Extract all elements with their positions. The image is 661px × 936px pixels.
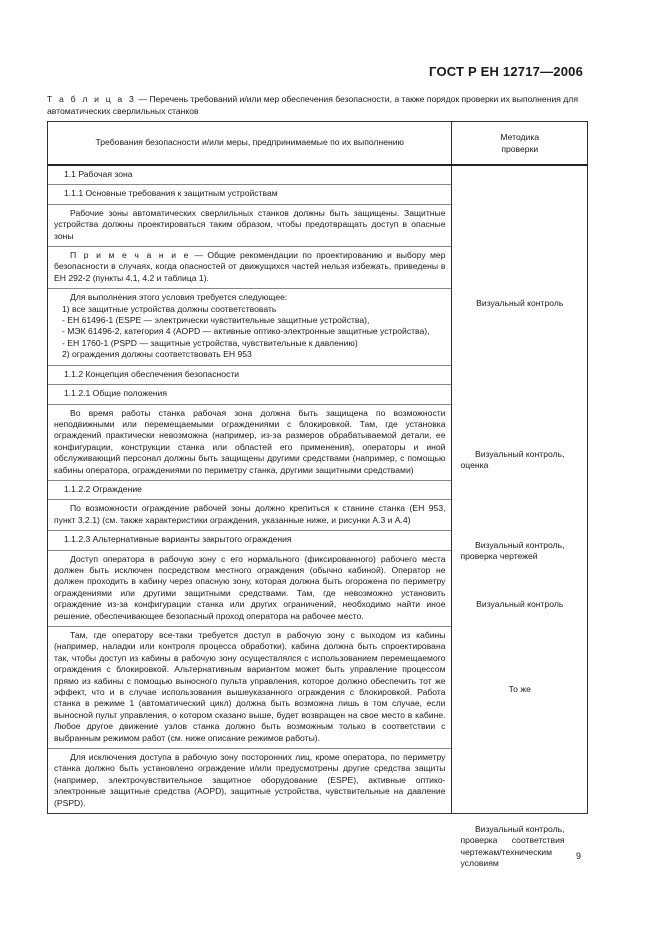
requirements-column bbox=[48, 165, 452, 814]
method-visual-specs bbox=[460, 824, 579, 870]
note bbox=[48, 247, 451, 289]
col-header-requirements: Требования безопасности и/или меры, предпринимаемые по их выполнению bbox=[48, 122, 452, 166]
col-header-method bbox=[452, 122, 588, 166]
method-visual-2: Визуальный контроль bbox=[476, 599, 564, 609]
method-line: проверка чертежей bbox=[460, 551, 538, 562]
section-1-1-2-1: 1.1.2.1 Общие положения bbox=[48, 385, 451, 404]
list-item: 2) ограждения должны соответствовать ЕН 953 bbox=[62, 349, 252, 360]
method-line: Визуальный контроль, bbox=[474, 824, 565, 834]
note-label: П р и м е ч а н и е bbox=[70, 250, 190, 261]
section-1-1: 1.1 Рабочая зона bbox=[48, 166, 451, 185]
method-same: То же bbox=[508, 684, 531, 694]
method-line: проверка соответствия bbox=[460, 835, 565, 846]
list-item: - ЕН 61496-1 (ESPE — электрически чувствительные защитные устройства), bbox=[62, 315, 370, 326]
method-visual-drawings bbox=[460, 540, 579, 563]
table-caption-text: — Перечень требований и/или мер обеспечения безопасности, а также порядок проверки их выполнения для автоматических сверлильных станков bbox=[47, 94, 578, 116]
section-1-1-1: 1.1.1 Основные требования к защитным устройствам bbox=[48, 185, 451, 204]
list-item: 1) все защитные устройства должны соответствовать bbox=[62, 303, 277, 314]
method-column bbox=[452, 165, 588, 869]
paragraph-cabin-access: Там, где оператору все-таки требуется доступ в рабочую зону с выходом из кабины (например, наладки или контроля процесса обработки), кабина должна быть спроектирована так, чтобы доступ из кабины в рабочую зону осуществлялся с использованием перемещаемого ограждения с блокировкой. Альтернативным вариантом может быть управление процессом прямо из кабины с помощью выносного пульта управления, которое должно обеспечить тот же эффект, что и в случае использования вышеуказанного ограждения с блокировкой. Работа станка в режиме 1 (автоматический цикл) должна быть возможна лишь в том случае, если выносной пульт управления, о котором сказано выше, будет возвращен на свое место в кабине. Любое другое движение узлов станка должно быть возможным только в соответствии с выбранным режимом работ (см. ниже описание режимов работы). bbox=[48, 627, 451, 749]
section-1-1-2: 1.1.2 Концепция обеспечения безопасности bbox=[48, 366, 451, 385]
table-caption bbox=[47, 93, 587, 117]
list-item: - ЕН 1760-1 (PSPD — защитные устройства, чувствительные к давлению) bbox=[62, 337, 358, 348]
method-visual-1: Визуальный контроль bbox=[476, 298, 564, 308]
paragraph-operator-access: Доступ оператора в рабочую зону с его нормального (фиксированного) рабочего места должен быть исключен посредством местного ограждения (обычно кабиной). Оператор не должен проходить в кабину через опасную зону, которая должна быть огорожена по периметру ограждениями или другими защитными средствами. Там, где невозможно установить ограждение из-за конфигурации станка или других ограничений, необходимо найти иное решение, обеспечивающее безопасный проход оператора на рабочее место. bbox=[48, 551, 451, 627]
requirements-list bbox=[48, 289, 451, 365]
page-number: 9 bbox=[575, 851, 581, 861]
method-line: чертежам/техническим bbox=[460, 846, 552, 857]
note-text: — Общие рекомендации по проектированию и выбору мер безопасности в случаях, когда опасностей от движущихся частей нельзя избежать, приведены в ЕН 292-2 (пункты 4.1, 4.2 и таблица 1). bbox=[54, 250, 446, 283]
paragraph-guard: По возможности ограждение рабочей зоны должно крепиться к станине станка (ЕН 953, пункт 3.2.1) (см. также характеристики ограждения, указанные ниже, и рисунки А.3 и А.4) bbox=[48, 500, 451, 531]
paragraph-protection: Рабочие зоны автоматических сверлильных станков должны быть защищены. Защитные устройства должны проектироваться таким образом, чтобы предотвращать доступ в опасные зоны bbox=[48, 205, 451, 247]
method-line: условиям bbox=[460, 858, 499, 869]
list-intro: Для выполнения этого условия требуется следующее: bbox=[70, 292, 288, 303]
method-visual-assessment bbox=[460, 449, 579, 472]
method-line: Визуальный контроль, bbox=[474, 449, 565, 459]
section-1-1-2-3: 1.1.2.3 Альтернативные варианты закрытого ограждения bbox=[48, 531, 451, 550]
list-item: - МЭК 61496-2, категория 4 (AOPD — активные оптико-электронные защитные устройства), bbox=[62, 326, 430, 337]
paragraph-perimeter: Для исключения доступа в рабочую зону посторонних лиц, кроме оператора, по периметру станка должно быть установлено ограждение и/или предусмотрены другие средства защиты (например, электрочувствительное защитное оборудование (ESPE), активные оптико-электронные защитные средства (AOPD), защитные устройства, чувствительные на давление (PSPD). bbox=[54, 752, 446, 808]
method-line: оценка bbox=[460, 460, 489, 471]
table-caption-label: Т а б л и ц а 3 bbox=[47, 94, 136, 104]
paragraph-general: Во время работы станка рабочая зона должна быть защищена по возможности неподвижными или перемещаемыми ограждениями с блокировкой. Там, где установка ограждений практически невозможна (например, из-за размеров обрабатываемой детали, ее конфигурации, конструкции станка или областей его применения), операторы и иной обслуживающий персонал должны быть защищены другими средствами (например, с помощью кабины оператора, ограждениями по периметру станка, другими защитными средствами) bbox=[48, 405, 451, 481]
col-header-method-line2: проверки bbox=[501, 144, 539, 154]
col-header-method-line1: Методика bbox=[500, 132, 540, 142]
method-line: Визуальный контроль, bbox=[474, 540, 565, 550]
section-1-1-2-2: 1.1.2.2 Ограждение bbox=[48, 481, 451, 500]
document-code: ГОСТ Р ЕН 12717—2006 bbox=[429, 64, 583, 79]
requirements-table bbox=[47, 121, 588, 869]
